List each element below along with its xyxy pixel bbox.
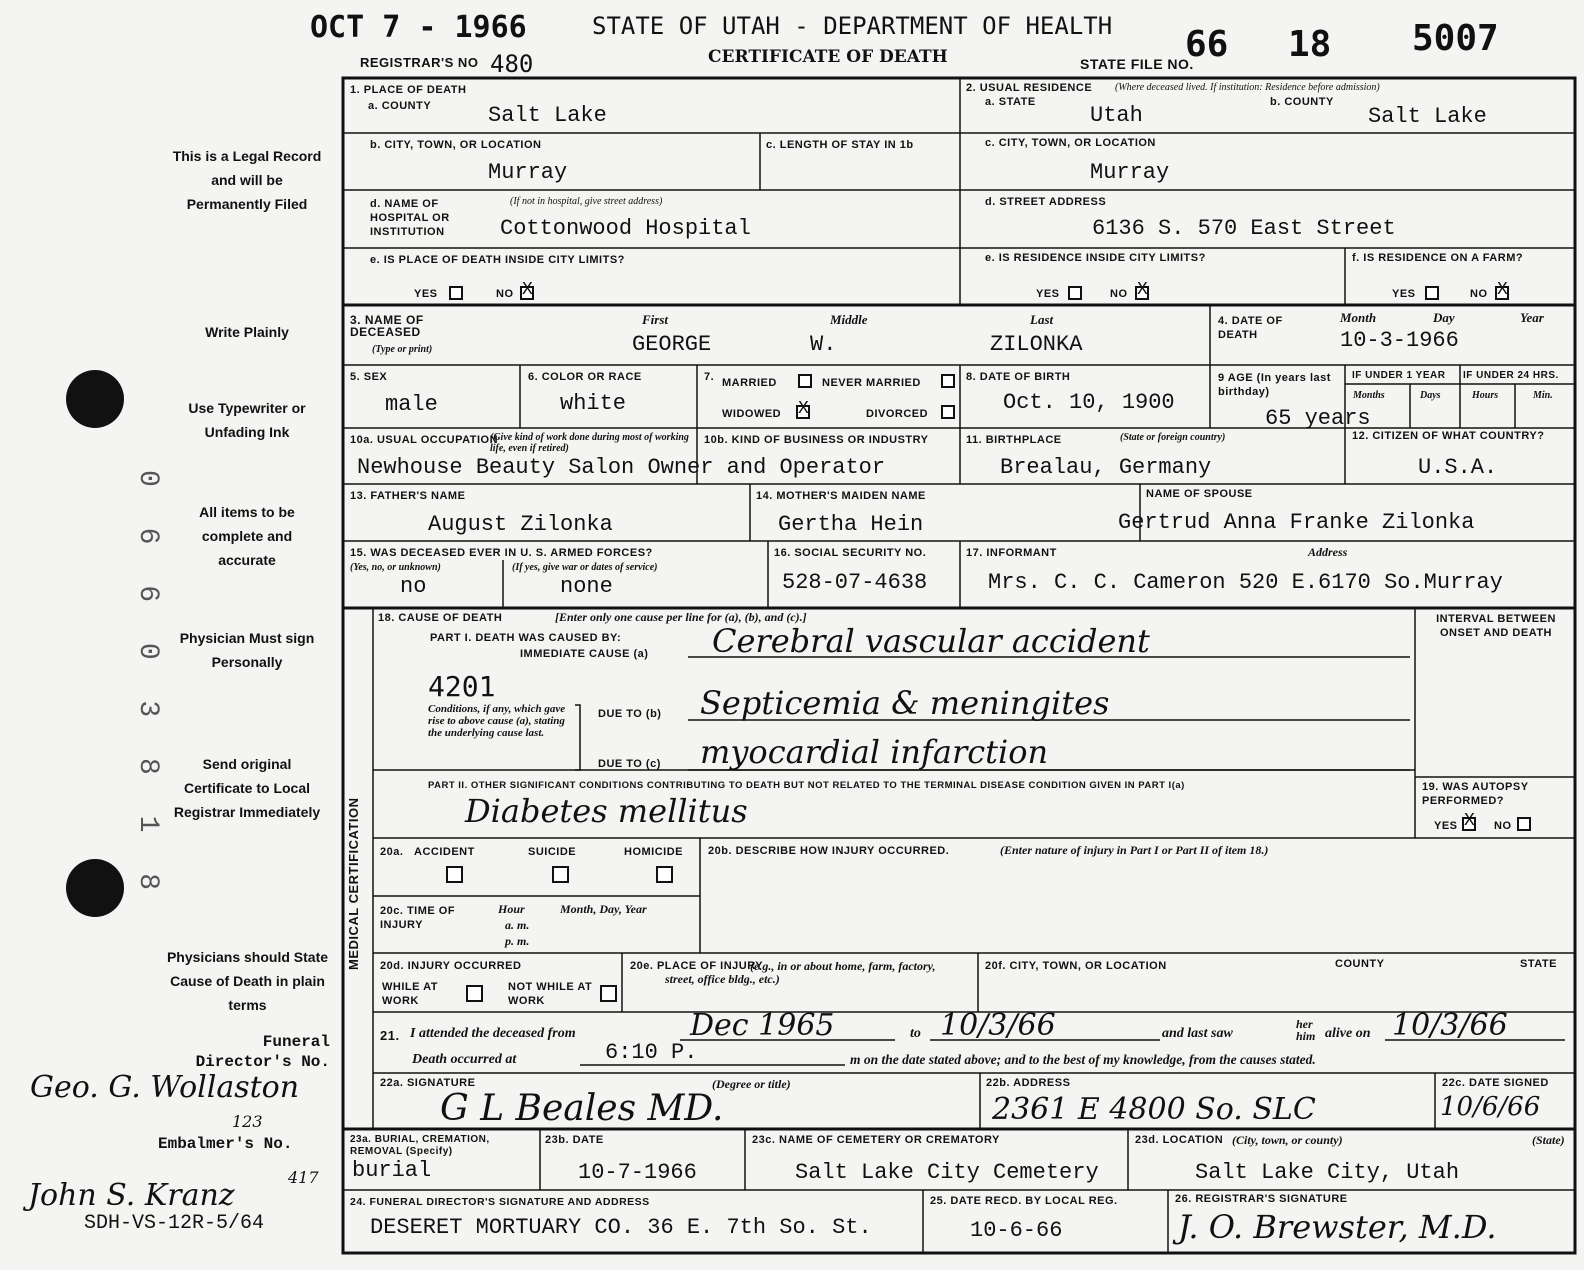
- field-2d-street: 6136 S. 570 East Street: [1092, 216, 1396, 241]
- deceased-last-name: ZILONKA: [990, 332, 1083, 357]
- citizenship: U.S.A.: [1418, 455, 1498, 480]
- field-2f-label: f. IS RESIDENCE ON A FARM?: [1352, 252, 1524, 264]
- cause-code: 4201: [428, 670, 496, 703]
- form-title: STATE OF UTAH - DEPARTMENT OF HEALTH: [592, 12, 1113, 40]
- last-saw-text: and last saw: [1162, 1026, 1233, 1041]
- physician-address: 2361 E 4800 So. SLC: [992, 1092, 1316, 1127]
- her-him-label: her him: [1296, 1017, 1316, 1043]
- field-6-label: 6. COLOR OR RACE: [528, 371, 642, 383]
- sidebar-state-cause: Physicians should State Cause of Death in plain terms: [166, 949, 329, 1013]
- attended-from: Dec 1965: [690, 1008, 835, 1043]
- pm-label: p. m.: [505, 934, 530, 948]
- month-day-year-label: Month, Day, Year: [560, 902, 647, 916]
- field-2e-label: e. IS RESIDENCE INSIDE CITY LIMITS?: [985, 252, 1206, 264]
- date-received: 10-6-66: [970, 1218, 1063, 1243]
- embalmer-no: 417: [288, 1168, 319, 1187]
- field-2e-no-checkbox[interactable]: [1135, 286, 1149, 300]
- field-1a-county: Salt Lake: [488, 103, 607, 128]
- embalmer-signature: John S. Kranz: [28, 1178, 235, 1213]
- field-20e-label: 20e. PLACE OF INJURY: [630, 960, 764, 972]
- state-label: (State): [1532, 1133, 1565, 1147]
- medical-certification-label: MEDICAL CERTIFICATION: [346, 797, 361, 970]
- informant: Mrs. C. C. Cameron 520 E.6170 So.Murray: [988, 570, 1503, 595]
- physician-signature: G L Beales MD.: [440, 1088, 724, 1129]
- married-label: MARRIED: [722, 377, 777, 389]
- part-2-conditions: Diabetes mellitus: [465, 792, 748, 830]
- sidebar-physician-sign: Physician Must sign Personally: [179, 630, 315, 670]
- field-22a-label: 22a. SIGNATURE: [380, 1077, 476, 1089]
- field-21-label: 21.: [380, 1028, 400, 1043]
- degree-label: (Degree or title): [712, 1077, 791, 1091]
- sidebar-typewriter: Use Typewriter or Unfading Ink: [188, 400, 306, 440]
- field-23b-label: 23b. DATE: [545, 1134, 604, 1146]
- sex: male: [385, 392, 438, 417]
- suicide-checkbox[interactable]: [552, 866, 569, 883]
- cemetery-location: Salt Lake City, Utah: [1195, 1160, 1460, 1185]
- am-label: a. m.: [505, 918, 530, 932]
- field-10b-label: 10b. KIND OF BUSINESS OR INDUSTRY: [704, 434, 929, 446]
- knowledge-text: m on the date stated above; and to the best of my knowledge, from the causes stated.: [850, 1052, 1316, 1067]
- sidebar-legal-record: This is a Legal Record and will be Permanently Filed: [172, 148, 322, 212]
- last-name-label: Last: [1030, 312, 1054, 327]
- field-2e-yes-label: YES: [1036, 288, 1060, 300]
- suicide-label: SUICIDE: [528, 846, 577, 858]
- field-2b-county: Salt Lake: [1368, 104, 1487, 129]
- injury-county-label: COUNTY: [1335, 958, 1385, 970]
- deceased-middle-name: W.: [810, 332, 837, 357]
- under-1-year-label: IF UNDER 1 YEAR: [1352, 370, 1446, 381]
- not-while-at-work-checkbox[interactable]: [600, 985, 617, 1002]
- sidebar-complete: All items to be complete and accurate: [199, 504, 295, 568]
- homicide-label: HOMICIDE: [624, 846, 683, 858]
- accident-label: ACCIDENT: [414, 846, 475, 858]
- autopsy-yes-label: YES: [1434, 820, 1458, 832]
- cause-b: Septicemia & meningites: [700, 684, 1110, 722]
- field-2e-yes-checkbox[interactable]: [1068, 286, 1082, 300]
- spouse-name: Gertrud Anna Franke Zilonka: [1118, 510, 1475, 535]
- registrars-no: 480: [490, 50, 534, 78]
- field-20b-label: 20b. DESCRIBE HOW INJURY OCCURRED.: [708, 845, 950, 857]
- funeral-director-no: 123: [232, 1112, 263, 1131]
- age: 65 years: [1265, 406, 1371, 431]
- birthplace: Brealau, Germany: [1000, 455, 1212, 480]
- spouse-label: NAME OF SPOUSE: [1146, 488, 1253, 500]
- form-subtitle: CERTIFICATE OF DEATH: [708, 47, 948, 67]
- field-2a-state: Utah: [1090, 103, 1143, 128]
- field-22b-label: 22b. ADDRESS: [986, 1077, 1071, 1089]
- widowed-checkbox[interactable]: [796, 405, 810, 419]
- field-12-label: 12. CITIZEN OF WHAT COUNTRY?: [1352, 430, 1545, 442]
- not-while-at-work-label: NOT WHILE AT WORK: [508, 981, 593, 1007]
- field-4-label: 4. DATE OF DEATH: [1218, 315, 1283, 341]
- field-1a-label: a. COUNTY: [368, 100, 432, 112]
- field-20f-label: 20f. CITY, TOWN, OR LOCATION: [985, 960, 1167, 972]
- interval-label: INTERVAL BETWEEN ONSET AND DEATH: [1436, 613, 1556, 639]
- field-22c-label: 22c. DATE SIGNED: [1442, 1077, 1549, 1089]
- deceased-first-name: GEORGE: [632, 332, 712, 357]
- field-3-note: (Type or print): [372, 344, 433, 355]
- autopsy-yes-checkbox[interactable]: [1462, 817, 1476, 831]
- field-5-label: 5. SEX: [350, 371, 388, 383]
- field-2e-no-label: NO: [1110, 288, 1128, 300]
- registrars-no-label: REGISTRAR'S NO: [360, 55, 479, 70]
- cause-c: myocardial infarction: [700, 733, 1049, 771]
- field-1-label: 1. PLACE OF DEATH: [350, 84, 467, 96]
- days-label: Days: [1420, 390, 1441, 401]
- field-2b-label: b. COUNTY: [1270, 96, 1334, 108]
- field-23d-label: 23d. LOCATION: [1135, 1134, 1224, 1146]
- autopsy-no-label: NO: [1494, 820, 1512, 832]
- embalmer-no-label: Embalmer's No.: [158, 1135, 293, 1153]
- fathers-name: August Zilonka: [428, 512, 613, 537]
- vertical-serial-number: 0 6 6 0 3 8 1 8: [132, 470, 163, 903]
- homicide-checkbox[interactable]: [656, 866, 673, 883]
- mothers-maiden-name: Gertha Hein: [778, 512, 924, 537]
- alive-on-text: alive on: [1325, 1026, 1371, 1041]
- never-married-checkbox[interactable]: [941, 374, 955, 388]
- field-20c-label: 20c. TIME OF INJURY: [380, 905, 456, 931]
- field-1c-label: c. LENGTH OF STAY IN 1b: [766, 139, 914, 151]
- first-name-label: First: [642, 312, 669, 327]
- field-20d-label: 20d. INJURY OCCURRED: [380, 960, 522, 972]
- cemetery-name: Salt Lake City Cemetery: [795, 1160, 1099, 1185]
- field-7-label: 7.: [704, 371, 715, 383]
- field-24-label: 24. FUNERAL DIRECTOR'S SIGNATURE AND ADDRESS: [350, 1196, 650, 1208]
- field-19-label: 19. WAS AUTOPSY PERFORMED?: [1422, 781, 1529, 807]
- injury-state-label: STATE: [1520, 958, 1557, 970]
- due-to-b-label: DUE TO (b): [598, 708, 662, 720]
- field-10a-label: 10a. USUAL OCCUPATION: [350, 434, 499, 446]
- min-label: Min.: [1533, 390, 1553, 401]
- field-20a-label: 20a.: [380, 846, 404, 858]
- months-label: Months: [1353, 390, 1385, 401]
- conditions-note: Conditions, if any, which gave rise to above cause (a), stating the underlying cause last.: [428, 703, 566, 739]
- field-2c-city: Murray: [1090, 160, 1170, 185]
- punch-hole-top: [66, 370, 124, 428]
- armed-forces: no: [400, 574, 427, 599]
- field-2f-no-label: NO: [1470, 288, 1488, 300]
- field-15-note-2: (If yes, give war or dates of service): [512, 562, 658, 573]
- alive-on-date: 10/3/66: [1392, 1008, 1508, 1043]
- day-label: Day: [1433, 310, 1455, 325]
- widowed-label: WIDOWED: [722, 408, 782, 420]
- accident-checkbox[interactable]: [446, 866, 463, 883]
- social-security-no: 528-07-4638: [782, 570, 928, 595]
- to-text: to: [910, 1026, 921, 1041]
- registrar-signature: J. O. Brewster, M.D.: [1178, 1208, 1497, 1246]
- funeral-director-no-label: Funeral Director's No.: [195, 1033, 330, 1071]
- field-8-label: 8. DATE OF BIRTH: [966, 371, 1071, 383]
- date-of-birth: Oct. 10, 1900: [1003, 390, 1175, 415]
- never-married-label: NEVER MARRIED: [822, 377, 921, 389]
- while-at-work-label: WHILE AT WORK: [382, 981, 438, 1007]
- field-15-note-1: (Yes, no, or unknown): [350, 562, 441, 573]
- hour-label: Hour: [498, 902, 525, 916]
- field-20b-note: (Enter nature of injury in Part I or Part II of item 18.): [1000, 843, 1269, 857]
- field-17-label: 17. INFORMANT: [966, 547, 1057, 559]
- disposition-date: 10-7-1966: [578, 1160, 697, 1185]
- married-checkbox[interactable]: [798, 374, 812, 388]
- field-3-label: 3. NAME OF DECEASED: [350, 313, 424, 339]
- date-signed: 10/6/66: [1440, 1092, 1541, 1122]
- disposition: burial: [352, 1158, 432, 1183]
- field-1b-city: Murray: [488, 160, 568, 185]
- field-2-note: (Where deceased lived. If institution: Residence before admission): [1115, 82, 1380, 93]
- field-16-label: 16. SOCIAL SECURITY NO.: [774, 547, 927, 559]
- death-time: 6:10 P.: [605, 1040, 698, 1065]
- field-11-note: (State or foreign country): [1120, 432, 1226, 443]
- color-or-race: white: [560, 391, 627, 416]
- middle-name-label: Middle: [830, 312, 868, 327]
- divorced-checkbox[interactable]: [941, 405, 955, 419]
- year-label: Year: [1520, 310, 1544, 325]
- date-of-death: 10-3-1966: [1340, 328, 1459, 353]
- field-23a-label: 23a. BURIAL, CREMATION, REMOVAL (Specify): [350, 1134, 490, 1157]
- field-2f-yes-checkbox[interactable]: [1425, 286, 1439, 300]
- part-1-label: PART I. DEATH WAS CAUSED BY:: [430, 632, 622, 644]
- field-14-label: 14. MOTHER'S MAIDEN NAME: [756, 490, 926, 502]
- field-2f-no-checkbox[interactable]: [1495, 286, 1509, 300]
- under-24-hrs-label: IF UNDER 24 HRS.: [1463, 370, 1559, 381]
- field-20e-note: (e.g., in or about home, farm, factory, street, office bldg., etc.): [665, 959, 936, 986]
- field-23d-note: (City, town, or county): [1232, 1133, 1343, 1147]
- state-file-no-part2: 18: [1288, 24, 1332, 65]
- field-11-label: 11. BIRTHPLACE: [966, 434, 1062, 446]
- field-10a-note: (Give kind of work done during most of working life, even if retired): [490, 432, 689, 454]
- field-1e-label: e. IS PLACE OF DEATH INSIDE CITY LIMITS?: [370, 254, 625, 266]
- state-file-no-part1: 66: [1185, 24, 1229, 65]
- field-1d-note: (If not in hospital, give street address): [510, 196, 663, 207]
- state-file-no-part3: 5007: [1412, 18, 1499, 59]
- cause-a: Cerebral vascular accident: [712, 622, 1150, 660]
- field-2-label: 2. USUAL RESIDENCE: [966, 82, 1093, 94]
- sidebar-write-plainly: Write Plainly: [205, 324, 289, 340]
- field-2d-label: d. STREET ADDRESS: [985, 196, 1107, 208]
- field-25-label: 25. DATE RECD. BY LOCAL REG.: [930, 1195, 1118, 1207]
- punch-hole-bottom: [66, 859, 124, 917]
- field-1d-label: d. NAME OF HOSPITAL OR INSTITUTION: [370, 198, 450, 238]
- field-9-label: 9 AGE (In years last birthday): [1218, 372, 1331, 398]
- field-2c-label: c. CITY, TOWN, OR LOCATION: [985, 137, 1156, 149]
- address-label: Address: [1308, 545, 1348, 559]
- immediate-cause-label: IMMEDIATE CAUSE (a): [520, 648, 649, 660]
- funeral-director-address: DESERET MORTUARY CO. 36 E. 7th So. St.: [370, 1215, 872, 1240]
- death-occurred-text: Death occurred at: [412, 1052, 517, 1067]
- due-to-c-label: DUE TO (c): [598, 758, 661, 770]
- funeral-director-signature: Geo. G. Wollaston: [30, 1070, 300, 1105]
- sidebar-send-original: Send original Certificate to Local Registrar Immediately: [173, 756, 321, 820]
- form-number: SDH-VS-12R-5/64: [84, 1212, 265, 1235]
- field-2a-label: a. STATE: [985, 96, 1036, 108]
- month-label: Month: [1340, 310, 1377, 325]
- received-date-stamp: OCT 7 - 1966: [310, 10, 527, 45]
- field-1e-no-checkbox[interactable]: [520, 286, 534, 300]
- field-1b-label: b. CITY, TOWN, OR LOCATION: [370, 139, 542, 151]
- field-1d-hospital: Cottonwood Hospital: [500, 216, 751, 241]
- part-2-label: PART II. OTHER SIGNIFICANT CONDITIONS CONTRIBUTING TO DEATH BUT NOT RELATED TO THE TERMINAL DISEASE CONDITION GIVEN IN PART I(a): [428, 780, 1185, 791]
- attended-text: I attended the deceased from: [410, 1026, 576, 1041]
- state-file-label: STATE FILE NO.: [1080, 56, 1194, 72]
- autopsy-no-checkbox[interactable]: [1517, 817, 1531, 831]
- field-2f-yes-label: YES: [1392, 288, 1416, 300]
- field-23c-label: 23c. NAME OF CEMETERY OR CREMATORY: [752, 1134, 1000, 1146]
- field-13-label: 13. FATHER'S NAME: [350, 490, 466, 502]
- field-1e-no-label: NO: [496, 288, 514, 300]
- field-1e-yes-label: YES: [414, 288, 438, 300]
- field-26-label: 26. REGISTRAR'S SIGNATURE: [1175, 1193, 1348, 1205]
- hours-label: Hours: [1472, 390, 1499, 401]
- divorced-label: DIVORCED: [866, 408, 929, 420]
- field-18-label: 18. CAUSE OF DEATH: [378, 612, 503, 624]
- armed-forces-service: none: [560, 574, 613, 599]
- while-at-work-checkbox[interactable]: [466, 985, 483, 1002]
- field-18-note: [Enter only one cause per line for (a), (b), and (c).]: [555, 610, 807, 624]
- attended-to: 10/3/66: [940, 1008, 1056, 1043]
- usual-occupation: Newhouse Beauty Salon Owner and Operator: [357, 455, 886, 480]
- field-15-label: 15. WAS DECEASED EVER IN U. S. ARMED FORCES?: [350, 547, 653, 559]
- field-1e-yes-checkbox[interactable]: [449, 286, 463, 300]
